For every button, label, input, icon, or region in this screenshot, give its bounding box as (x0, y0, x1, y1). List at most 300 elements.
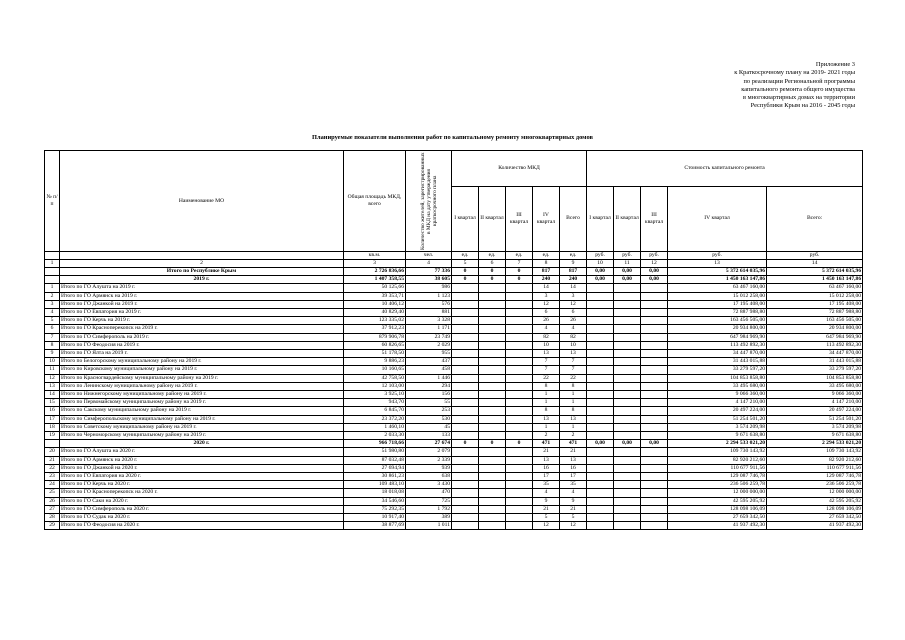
table-cell: 5 (45, 317, 60, 325)
table-cell (479, 292, 506, 300)
table-cell: Итого по ГО Алушта на 2019 г. (60, 284, 344, 292)
table-cell (614, 333, 641, 341)
table-cell (641, 333, 668, 341)
table-cell (587, 448, 614, 456)
table-cell: 9 671 638,80 (668, 432, 767, 440)
table-cell: 1 (560, 399, 587, 407)
table-row (45, 415, 863, 423)
table-cell: 576 (406, 300, 452, 308)
table-row (45, 432, 863, 440)
table-cell: 17 (45, 415, 60, 423)
table-cell (587, 284, 614, 292)
table-cell: 13 (560, 456, 587, 464)
table-cell: 2 029 (406, 341, 452, 349)
table-cell: 72 887 988,80 (767, 309, 863, 317)
header-residents (406, 151, 452, 252)
table-cell (587, 489, 614, 497)
header-cost-q2: II квартал (614, 186, 641, 251)
table-cell (641, 325, 668, 333)
table-cell: 110 677 911,56 (767, 464, 863, 472)
table-cell (45, 276, 60, 284)
table-cell: 817 (533, 267, 560, 275)
table-cell: 2 (533, 432, 560, 440)
table-cell (452, 317, 479, 325)
table-cell (641, 317, 668, 325)
table-cell (479, 415, 506, 423)
table-cell (479, 325, 506, 333)
table-cell: 13 (560, 415, 587, 423)
table-cell (506, 350, 533, 358)
table-cell: 13 (533, 456, 560, 464)
table-cell: 31 443 015,88 (767, 358, 863, 366)
table-cell: 75 292,35 (344, 505, 406, 513)
table-cell: 20 934 800,00 (767, 325, 863, 333)
table-cell (506, 481, 533, 489)
table-cell (479, 341, 506, 349)
table-cell: 13 (533, 415, 560, 423)
table-cell: 9 886,23 (344, 358, 406, 366)
table-cell (614, 358, 641, 366)
table-cell: 638 (406, 473, 452, 481)
table-cell: 0,00 (614, 276, 641, 284)
table-cell (587, 292, 614, 300)
table-cell (641, 497, 668, 505)
table-cell: 133 (406, 432, 452, 440)
table-cell (641, 464, 668, 472)
table-cell (479, 407, 506, 415)
table-row (45, 464, 863, 472)
table-cell: 35 (560, 481, 587, 489)
table-cell: 2 339 (406, 456, 452, 464)
table-cell: Итого по Симферопольскому муниципальному району на 2019 г. (60, 415, 344, 423)
table-row (45, 350, 863, 358)
table-cell: 22 (533, 374, 560, 382)
table-cell (479, 456, 506, 464)
table-cell (506, 464, 533, 472)
table-cell (479, 284, 506, 292)
table-cell: 17 195 408,00 (668, 300, 767, 308)
table-cell: 1 407 358,55 (344, 276, 406, 284)
table-cell: Итого по ГО Саки на 2020 г. (60, 497, 344, 505)
table-cell: 3 574 209,98 (767, 423, 863, 431)
table-cell: 110 677 911,56 (668, 464, 767, 472)
table-cell (506, 473, 533, 481)
table-cell (506, 399, 533, 407)
table-cell: 8 (45, 341, 60, 349)
table-cell: 10 (560, 341, 587, 349)
table-cell (587, 309, 614, 317)
table-cell (479, 497, 506, 505)
table-cell: 18 (45, 423, 60, 431)
table-cell (641, 391, 668, 399)
table-cell (452, 456, 479, 464)
table-cell: 15 (45, 399, 60, 407)
table-cell: Итого по ГО Феодосия на 2020 г. (60, 522, 344, 530)
table-cell: 1 011 (406, 522, 452, 530)
table-cell (506, 497, 533, 505)
table-cell (587, 423, 614, 431)
table-cell: 253 (406, 407, 452, 415)
table-row (45, 391, 863, 399)
header-count-q1: I квартал (452, 186, 479, 251)
table-cell (614, 456, 641, 464)
table-cell: 2 294 533 021,20 (767, 440, 863, 448)
table-cell: 817 (560, 267, 587, 275)
appendix-line: в многоквартирных домах на территории (742, 94, 855, 102)
table-cell: 12 (560, 522, 587, 530)
column-number: 9 (560, 260, 587, 268)
table-cell (614, 514, 641, 522)
header-residents-text: Количество жителей, зарегистрированных в МКД на дату утверждения краткосрочного плана (419, 152, 438, 250)
table-cell: 1 (533, 399, 560, 407)
table-cell (506, 325, 533, 333)
table-cell (614, 481, 641, 489)
table-cell (614, 292, 641, 300)
table-cell: 6 (560, 309, 587, 317)
table-row (45, 333, 863, 341)
table-cell: 33 279 597,20 (668, 366, 767, 374)
table-cell: Итого по Красногвардейскому муниципальному району на 2019 г. (60, 374, 344, 382)
table-cell (479, 317, 506, 325)
table-cell: Итого по ГО Евпатория на 2019 г. (60, 309, 344, 317)
table-cell: 236 506 259,78 (668, 481, 767, 489)
table-cell: 0,00 (641, 440, 668, 448)
table-cell (614, 350, 641, 358)
table-cell: 2 726 836,66 (344, 267, 406, 275)
table-cell: Итого по ГО Симферополь на 2020 г. (60, 505, 344, 513)
column-number: 3 (344, 260, 406, 268)
table-cell (506, 382, 533, 390)
table-cell: 21 (533, 505, 560, 513)
table-cell: 72 887 988,80 (668, 309, 767, 317)
table-cell (587, 350, 614, 358)
table-cell (452, 514, 479, 522)
table-cell: 21 (533, 448, 560, 456)
table-cell: 4 147 210,00 (767, 399, 863, 407)
table-cell: 10 406,12 (344, 300, 406, 308)
table-cell (587, 464, 614, 472)
table-cell (641, 473, 668, 481)
table-cell: 4 (45, 309, 60, 317)
table-cell (614, 415, 641, 423)
table-cell (452, 374, 479, 382)
table-cell (479, 358, 506, 366)
table-cell: Итого по Нижнегорскому муниципальному району на 2019 г. (60, 391, 344, 399)
table-cell: 6 845,70 (344, 407, 406, 415)
unit-cell: ед. (452, 252, 479, 260)
table-cell (479, 350, 506, 358)
header-cost-q1: I квартал (587, 186, 614, 251)
table-row (45, 497, 863, 505)
table-cell (452, 333, 479, 341)
header-count-q2: II квартал (479, 186, 506, 251)
table-row (45, 456, 863, 464)
table-cell (641, 399, 668, 407)
table-cell: 15 012 258,00 (767, 292, 863, 300)
unit-cell: ед. (506, 252, 533, 260)
table-cell (452, 341, 479, 349)
table-cell (641, 382, 668, 390)
table-cell: 0 (479, 440, 506, 448)
table-row (45, 399, 863, 407)
table-cell: 12 000 000,00 (767, 489, 863, 497)
table-cell: 6 (45, 325, 60, 333)
table-cell (452, 300, 479, 308)
table-cell: 2 (560, 432, 587, 440)
table-cell: 16 (533, 464, 560, 472)
table-cell: 0 (479, 267, 506, 275)
table-cell: 955 (406, 350, 452, 358)
table-cell: Итого по ГО Судак на 2020 г. (60, 514, 344, 522)
table-cell: 9 066 360,00 (668, 391, 767, 399)
header-count-total: Всего (560, 186, 587, 251)
table-cell (452, 366, 479, 374)
table-cell: 51 254 501,20 (668, 415, 767, 423)
table-row (45, 325, 863, 333)
table-row (45, 341, 863, 349)
table-cell: 23 (45, 473, 60, 481)
table-cell (452, 415, 479, 423)
table-cell: 17 (560, 473, 587, 481)
table-cell: 0 (452, 267, 479, 275)
table-cell (479, 423, 506, 431)
total-row (45, 267, 863, 275)
table-cell: 240 (560, 276, 587, 284)
table-cell (587, 300, 614, 308)
unit-cell-blank-2 (60, 252, 344, 260)
table-cell: 33 495 680,00 (767, 382, 863, 390)
table-cell: 25 (45, 489, 60, 497)
table-cell (641, 407, 668, 415)
table-cell (614, 382, 641, 390)
table-cell (506, 423, 533, 431)
table-cell (587, 505, 614, 513)
unit-cell-blank-1 (45, 252, 60, 260)
table-cell (641, 514, 668, 522)
table-cell (587, 325, 614, 333)
table-cell (587, 333, 614, 341)
table-row (45, 292, 863, 300)
table-cell: 1 450 163 147,86 (668, 276, 767, 284)
table-cell: 14 (45, 391, 60, 399)
table-cell: 63 467 160,00 (767, 284, 863, 292)
table-cell (452, 292, 479, 300)
table-cell: 471 (533, 440, 560, 448)
table-cell: 109 730 143,92 (668, 448, 767, 456)
table-cell: 0,00 (587, 276, 614, 284)
table-cell (614, 464, 641, 472)
table-header (45, 151, 863, 260)
table-cell: 51 980,80 (344, 448, 406, 456)
table-cell: 9 (533, 497, 560, 505)
table-cell: 15 012 258,00 (668, 292, 767, 300)
table-cell: 20 497 224,00 (668, 407, 767, 415)
table-cell: 0 (506, 440, 533, 448)
table-cell (452, 284, 479, 292)
table-cell (506, 366, 533, 374)
table-cell (452, 464, 479, 472)
table-cell: 41 937 492,30 (668, 522, 767, 530)
table-cell: 966 718,66 (344, 440, 406, 448)
table-cell (587, 481, 614, 489)
table-cell: Итого по ГО Керчь на 2019 г. (60, 317, 344, 325)
table-cell (614, 309, 641, 317)
table-cell: 30 861,23 (344, 473, 406, 481)
table-cell: 725 (406, 497, 452, 505)
table-cell: 20 (45, 448, 60, 456)
column-number: 12 (641, 260, 668, 268)
table-cell: 34 447 870,00 (668, 350, 767, 358)
table-cell (641, 423, 668, 431)
table-cell: Итого по Кировскому муниципальному району на 2019 г. (60, 366, 344, 374)
header-mo: Наименование МО (60, 151, 344, 252)
table-cell: 13 (45, 382, 60, 390)
table-cell: 9 671 638,80 (767, 432, 863, 440)
table-cell (641, 456, 668, 464)
table-row (45, 505, 863, 513)
table-cell (641, 341, 668, 349)
table-cell (45, 267, 60, 275)
table-cell: 3 328 (406, 317, 452, 325)
table-cell (452, 473, 479, 481)
total-row (45, 440, 863, 448)
table-cell: 881 (406, 309, 452, 317)
table-cell: 1 (560, 391, 587, 399)
table-cell (587, 497, 614, 505)
table-cell: 12 (533, 300, 560, 308)
table-cell: 21 (560, 448, 587, 456)
table-cell: 8 (560, 407, 587, 415)
appendix-line: к Краткосрочному плану на 2019- 2021 годы (734, 69, 855, 77)
table-cell: 22 (560, 374, 587, 382)
table-cell: 40 829,40 (344, 309, 406, 317)
unit-cell: руб. (641, 252, 668, 260)
table-cell: 5 (533, 514, 560, 522)
document-title: Планируемые показатели выполнения работ по капитальному ремонту многоквартирных домов (312, 134, 593, 141)
table-cell: Итого по ГО Евпатория на 2020 г. (60, 473, 344, 481)
unit-cell: чел. (406, 252, 452, 260)
table-cell (479, 391, 506, 399)
table-cell (506, 309, 533, 317)
table-cell (614, 432, 641, 440)
table-cell: 879 906,78 (344, 333, 406, 341)
table-cell: 0,00 (614, 267, 641, 275)
table-cell (506, 407, 533, 415)
table-cell: 22 (45, 464, 60, 472)
table-cell (479, 464, 506, 472)
unit-cell: руб. (587, 252, 614, 260)
table-cell (614, 284, 641, 292)
table-cell: Итого по ГО Симферополь на 2019 г. (60, 333, 344, 341)
table-cell: 0,00 (587, 440, 614, 448)
table-cell: 34 546,60 (344, 497, 406, 505)
table-cell (452, 382, 479, 390)
units-row (45, 252, 863, 260)
table-cell: 0 (479, 276, 506, 284)
unit-cell: кв.м. (344, 252, 406, 260)
appendix-line: Республики Крым на 2016 - 2045 годы (750, 102, 855, 110)
table-cell: 42 595 205,92 (668, 497, 767, 505)
table-cell: 7 (45, 333, 60, 341)
table-cell: 82 920 212,60 (767, 456, 863, 464)
table-cell (506, 292, 533, 300)
table-cell: 2 079 (406, 448, 452, 456)
table-cell (506, 489, 533, 497)
table-cell (479, 366, 506, 374)
appendix-line: по реализации Региональной программы (743, 77, 855, 85)
table-cell: Итого по Черноморскому муниципальному району на 2019 г. (60, 432, 344, 440)
column-number: 5 (452, 260, 479, 268)
table-cell: Итого по Ленинскому муниципальному району на 2019 г. (60, 382, 344, 390)
table-cell: 1 123 (406, 292, 452, 300)
table-cell: 26 (560, 317, 587, 325)
header-num: № п/п (45, 151, 60, 252)
table-cell: 1 (560, 423, 587, 431)
table-row (45, 489, 863, 497)
table-cell (506, 284, 533, 292)
table-cell (506, 456, 533, 464)
table-cell: Итого по ГО Армянск на 2020 г. (60, 456, 344, 464)
table-cell: 113 492 892,30 (668, 341, 767, 349)
table-cell (587, 391, 614, 399)
table-cell (506, 505, 533, 513)
table-cell: 23 749 (406, 333, 452, 341)
table-cell (614, 522, 641, 530)
table-cell: 12 103,00 (344, 382, 406, 390)
table-row (45, 309, 863, 317)
table-cell: 11 (45, 366, 60, 374)
table-cell: 24 (45, 481, 60, 489)
table-cell: 3 (533, 292, 560, 300)
table-cell: 129 087 746,78 (668, 473, 767, 481)
table-cell (506, 522, 533, 530)
table-cell: 10 917,40 (344, 514, 406, 522)
header-area: Общая площадь МКД, всего (344, 151, 406, 252)
table-cell (479, 382, 506, 390)
table-cell: 27 (45, 505, 60, 513)
table-cell: 4 (533, 325, 560, 333)
table-cell: 104 853 858,80 (767, 374, 863, 382)
table-cell (479, 374, 506, 382)
table-cell: 3 574 209,98 (668, 423, 767, 431)
table-cell (614, 366, 641, 374)
table-cell: 87 032,48 (344, 456, 406, 464)
header-cost-total: Всего: (767, 186, 863, 251)
table-cell (641, 366, 668, 374)
column-number-row (45, 260, 863, 268)
table-cell (614, 407, 641, 415)
table-cell: 34 447 870,00 (767, 350, 863, 358)
table-cell: 51 178,50 (344, 350, 406, 358)
table-cell: 986 (406, 284, 452, 292)
table-cell: 20 497 224,00 (767, 407, 863, 415)
table-cell: 240 (533, 276, 560, 284)
table-cell (641, 489, 668, 497)
table-cell (452, 522, 479, 530)
table-cell: 2019 г. (60, 276, 344, 284)
table-cell: 2020 г. (60, 440, 344, 448)
table-cell: 33 279 597,20 (767, 366, 863, 374)
appendix-line: Приложение 3 (815, 61, 855, 68)
table-cell: 8 (560, 382, 587, 390)
table-cell (479, 514, 506, 522)
table-cell (641, 374, 668, 382)
table-cell (452, 358, 479, 366)
table-cell: 21 (45, 456, 60, 464)
table-cell (587, 374, 614, 382)
table-cell: 0,00 (641, 276, 668, 284)
table-cell: 128 098 106,09 (767, 505, 863, 513)
